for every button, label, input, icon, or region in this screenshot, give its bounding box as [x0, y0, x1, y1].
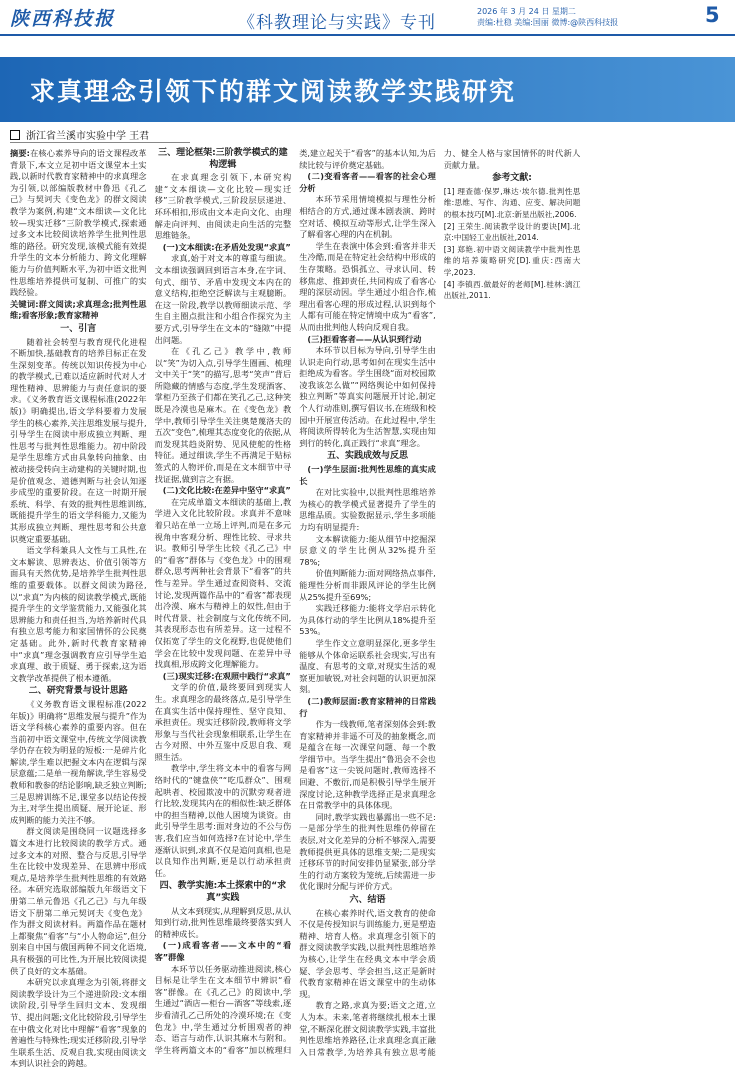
paragraph: 本环节以目标为导向,引导学生由认识走向行动,思考如何在现实生活中拒绝成为看客。学生围绕“面对校园欺凌我该怎么做”“网络舆论中如何保持独立判断”等真实问题展开讨论,制定个人行动准则,撰写倡议书,在班级和校园中开展宣传活动。在此过程中,学生将阅读所得转化为生活智慧,实现由知到行的转化,真正践行“求真”理念。	[299, 345, 436, 448]
keywords-text: 群文阅读;求真理念;批判性思维;看客形象;教育家精神	[10, 298, 147, 321]
paragraph: 学生在表演中体会到:看客并非天生冷酷,而是在特定社会结构中形成的生存策略。恐惧孤立、寻求认同、转移焦虑、推卸责任,共同构成了看客心理的深层动因。学生通过小组合作,梳理出看客心理的形成过程,认识到每个人都有可能在特定情境中成为“看客”,从而由批判他人转向反观自我。	[299, 240, 436, 332]
section-heading: 参考文献:	[492, 173, 532, 184]
subsection-heading: (二)变看客者——看客的社会心理分析	[299, 171, 436, 193]
paragraph: 随着社会转型与教育现代化进程不断加快,基础教育的培养目标正在发生深刻变革。传统以知识传授为中心的教学模式,已难以适应新时代对人才理性精神、思辨能力与责任意识的要求。《义务教育语文课程标准(2022年版)》明确提出,语文学科要着力发展学生的核心素养,关注思维发展与提升,引导学生在阅读中形成独立判断、理性思考与批判性思维能力。初中阶段是学生思维方式由具象转向抽象、由被动接受转向主动建构的关键时期,也是价值观念、道德判断与社会认知逐步成型的重要阶段。在这一时期开展系统、科学、有效的批判性思维训练,既能提升学生的语文学科能力,又能为其形成独立判断、理性思考和公共意识奠定重要基础。	[10, 336, 147, 544]
reference-item: [2] 王荣生.阅读教学设计的要诀[M].北京:中国轻工业出版社,2014.	[443, 221, 581, 243]
paragraph: 在求真理念引领下,本研究构建“文本细读—文化比较—现实迁移”三阶教学模式,三阶段层层递进、环环相扣,形成由文本走向文化、由理解走向评判、由阅读走向生活的完整思维链条。	[154, 172, 292, 241]
paragraph: 本环节采用情境模拟与理性分析相结合的方式,通过课本剧表演、跨时空对话、模拟互动等形式,让学生深入了解看客心理的内在机制。	[299, 194, 436, 240]
paragraph: 文学的价值,最终要回到现实人生。求真理念的最终落点,是引导学生在真实生活中保持理性、坚守良知、承担责任。现实迁移阶段,教师将文学形象与当代社会现象相联系,让学生在古今对照、中外互鉴中反思自我、观照生活。	[154, 682, 292, 762]
date-line: 2026 年 3 月 24 日 星期二	[477, 7, 576, 16]
keywords-label: 关键词:	[10, 298, 39, 309]
keywords	[10, 299, 147, 322]
paragraph: 价值判断能力:面对网络热点事件,能理性分析而非跟风评论的学生比例从25%提升至69%;	[299, 568, 436, 602]
paragraph: 从文本到现实,从理解到反思,从认知到行动,批判性思维最终要落实到人的精神成长。	[154, 905, 292, 939]
byline-divider	[10, 142, 190, 143]
subsection-heading: (三)现实迁移:在观照中践行“求真”	[162, 670, 291, 681]
paragraph: 求真,始于对文本的尊重与细读。文本细读强调回到语言本身,在字词、句式、细节、矛盾中发现文本内在的意义结构,拒绝空泛解读与主观臆断。在这一阶段,教学以教师细读示范、学生自主圈点批注和小组合作探究为主要方式,引导学生在文本的“缝隙”中提出问题。	[154, 253, 292, 345]
paragraph: 群文阅读是围绕同一议题选择多篇文本进行比较阅读的教学方式。通过多文本的对照、整合与反思,引导学生在比较中发现差异、在思辨中形成观点,是培养学生批判性思维的有效路径。本研究选取部编版九年级语文下册第二单元鲁迅《孔乙己》与九年级语文下册第二单元契诃夫《变色龙》作为群文阅读材料。两篇作品在题材上都聚焦“看客”与“小人物命运”,但分别来自中国与俄国两种不同文化语境,具有极强的可比性,为开展比较阅读提供了良好的文本基础。	[10, 826, 147, 976]
paragraph: 本环节以任务驱动推进阅读,核心目标是让学生在文本细节中辨识“看客”群像。在《孔乙己》的阅读中,学生通过“酒店—柜台—酒客”等线索,逐步看清孔乙己所处的冷漠环境;在《变色龙》中,学生通过分析围观者的神态、语言与动作,认识其麻木与附和。学生将两篇文本的“看客”加以梳理归类,建立起关于“看客”的基本认知,为后续比较与评价奠定基础。	[154, 148, 436, 1055]
abstract-label: 摘要:	[10, 148, 30, 158]
section-heading: 六、结语	[349, 895, 386, 905]
paragraph: 在核心素养时代,语文教育的使命不仅是传授知识与训练能力,更是塑造精神、培育人格。求真理念引领下的群文阅读教学实践,以批判性思维培养为核心,让学生在经典文本中学会质疑、学会思考、学会担当,这正是新时代教育家精神在语文课堂中的生动体现。	[299, 907, 436, 999]
paragraph: 教育之路,求真为要;语文之道,立人为本。未来,笔者将继续扎根本土课堂,不断深化群文阅读教学实践,丰富批判性思维培养路径,让求真理念真正融入日常教学,为培养具有独立思考能力、健全人格与家国情怀的时代新人贡献力量。	[299, 148, 581, 1057]
reference-item: [3] 郑艳.初中语文阅读教学中批判性思维的培养策略研究[D].重庆:西南大学,2023.	[443, 244, 581, 277]
reference-item: [4] 李镇西.做最好的老师[M].桂林:漓江出版社,2011.	[443, 279, 581, 301]
paragraph: 文本解读能力:能从细节中挖掘深层意义的学生比例从32%提升至78%;	[299, 533, 436, 567]
subsection-heading: (一)文本细读:在矛盾处发现“求真”	[162, 241, 291, 252]
paragraph: 同时,教学实践也暴露出一些不足:一是部分学生的批判性思维仍停留在表层,对文化差异的分析不够深入,需要教师提供更具体的思维支架;二是现实迁移环节的时间安排仍显紧张,部分学生的行动方案较为笼统,后续需进一步优化课时分配与评价方式。	[299, 811, 436, 892]
paragraph: 学生作文立意明显深化,更多学生能够从个体命运联系社会现实,写出有温度、有思考的文章,对现实生活的观察更加敏锐,对社会问题的认识更加深刻。	[299, 637, 436, 695]
subsection-heading: (一)学生层面:批判性思维的真实成长	[299, 464, 436, 486]
paragraph: 实践迁移能力:能将文学启示转化为具体行动的学生比例从18%提升至53%。	[299, 603, 436, 637]
article-title: 求真理念引领下的群文阅读教学实践研究	[30, 77, 517, 106]
section-heading: 四、教学实施:本土探索中的“求真”实践	[159, 881, 287, 903]
editors-line: 责编:杜稳 美编:国丽 微博:@陕西科技报	[477, 18, 619, 27]
paragraph: 语文学科兼具人文性与工具性,在文本解读、思辨表达、价值引领等方面具有天然优势,是培养学生批判性思维的重要载体。以群文阅读为路径,以“求真”为内核的阅读教学模式,既能提升学生的文学鉴赏能力,又能强化其思辨能力和责任担当,为培养新时代具有独立思考能力和家国情怀的公民奠定基础。此外,新时代教育家精神中“求真”理念强调教育应引导学生追求真理、敢于质疑、勇于探索,这为语文教学改革提供了根本遵循。	[10, 545, 147, 683]
subsection-heading: (二)教师层面:教育家精神的日常践行	[299, 695, 436, 718]
subsection-heading: (二)文化比较:在差异中坚守“求真”	[162, 485, 291, 496]
paragraph: 《义务教育语文课程标准(2022年版)》明确将“思维发展与提升”作为语文学科核心素养的重要内容。但在当前初中语文课堂中,传统文学阅读教学仍存在较为明显的短板:一是碎片化解读,学生难以把握文本内在逻辑与深层意蕴;二是单一视角解读,学生容易受教师和教参的结论影响,缺乏独立判断;三是思辨训练不足,课堂多以结论传授为主,对学生提出质疑、展开论证、形成判断的能力关注不够。	[10, 698, 147, 825]
square-bullet-icon	[10, 130, 20, 140]
paragraph: 在对比实验中,以批判性思维培养为核心的教学模式显著提升了学生的思维品质。实验数据显示,学生多项能力均有明显提升:	[299, 487, 436, 532]
paragraph: 本研究以求真理念为引领,将群文阅读教学设计为三个递进阶段:文本细读阶段,引导学生回归文本、发现细节、提出问题;文化比较阶段,引导学生在中俄文化对比中理解“看客”现象的普遍性与特殊性;现实迁移阶段,引导学生联系生活、反观自我,实现由阅读文本到认识社会的跨越。	[10, 977, 147, 1069]
paragraph: 在《孔乙己》教学中,教师以“笑”为切入点,引导学生圈画、梳理文中关于“笑”的描写,思考“笑声”背后所隐藏的情感与态度,学生发现酒客、掌柜乃至孩子们都在笑孔乙己,这种笑既是冷漠也是麻木。在《变色龙》教学中,教师引导学生关注奥楚蔑洛夫的五次“变色”,梳理其态度变化的依据,从而发现其趋炎附势、见风使舵的性格特征。通过细读,学生不再满足于贴标签式的人物评价,而是在文本细节中寻找证据,做到言之有据。	[154, 346, 292, 484]
column-title: 《科教理论与实践》专刊	[238, 13, 436, 33]
abstract-text: 在核心素养导向的语文课程改革背景下,本文立足初中语文课堂本土实践,以新时代教育家精神中的求真理念为引领,以部编版教材中鲁迅《孔乙己》与契诃夫《变色龙》的群文阅读教学为案例,构建“文本细读—文化比较—现实迁移”三阶教学模式,探索通过多文本比较阅读培养学生批判性思维的路径。研究发现,该模式能有效提升学生的文本分析能力、跨文化理解能力与价值判断水平,为初中语文批判性思维培养提供可复制、可推广的实践经验。	[10, 148, 147, 298]
reference-item: [1] 理查德·保罗,琳达·埃尔德.批判性思维:思维、写作、沟通、应变、解决问题的根本技巧[M].北京:新星出版社,2006.	[443, 186, 581, 219]
section-heading: 二、研究背景与设计思路	[28, 686, 128, 697]
byline	[10, 127, 149, 142]
subsection-heading: (一)成看客者——文本中的“看客”群像	[154, 940, 292, 962]
section-heading: 五、实践成效与反思	[326, 451, 408, 462]
masthead: 陕西科技报	[10, 8, 116, 30]
paragraph: 在完成单篇文本细读的基础上,教学进入文化比较阶段。求真并不意味着只站在单一立场上评判,而是在多元视角中客观分析、理性比较、寻求共识。教师引导学生比较《孔乙己》中的“看客”群体与《变色龙》中的围观群众,思考两种社会背景下“看客”的共性与差异。学生通过查阅资料、交流讨论,发现两篇作品中的“看客”都表现出冷漠、麻木与精神上的奴性,但由于时代背景、社会制度与文化传统不同,其表现形态也有所差异。这一过程不仅拓宽了学生的文化视野,也促使他们学会在比较中发现问题、在差异中寻找真相,形成跨文化理解能力。	[154, 496, 292, 670]
byline-text: 浙江省兰溪市实验中学 王君	[26, 131, 150, 142]
paragraph: 作为一线教师,笔者深刻体会到:教育家精神并非遥不可及的抽象概念,而是蕴含在每一次课堂问题、每一个教学细节中。当学生提出“鲁迅会不会也是看客”这一尖锐问题时,教师选择不回避、不敷衍,而是积极引导学生展开深度讨论,这种教学选择正是求真理念在日常教学中的具体体现。	[299, 719, 436, 811]
subsection-heading: (三)拒看客者——从认识到行动	[307, 333, 422, 344]
article-body	[10, 148, 725, 1073]
header-divider	[0, 34, 735, 36]
abstract	[10, 148, 147, 299]
section-heading: 三、理论框架:三阶教学模式的建构逻辑	[158, 148, 288, 170]
page-header	[0, 0, 735, 34]
page-number: 5	[705, 3, 720, 27]
section-heading: 一、引言	[60, 323, 97, 334]
paragraph: 教学中,学生将文本中的看客与网络时代的“键盘侠”“吃瓜群众”、围观起哄者、校园欺凌中的沉默旁观者进行比较,发现其内在的相似性:缺乏群体中的担当精神,以他人困境为谈资。由此引导学生思考:面对身边的不公与伤害,我们应当如何选择?在讨论中,学生逐渐认识到,求真不仅是追问真相,也是以良知作出判断,更是以行动承担责任。	[154, 763, 292, 878]
